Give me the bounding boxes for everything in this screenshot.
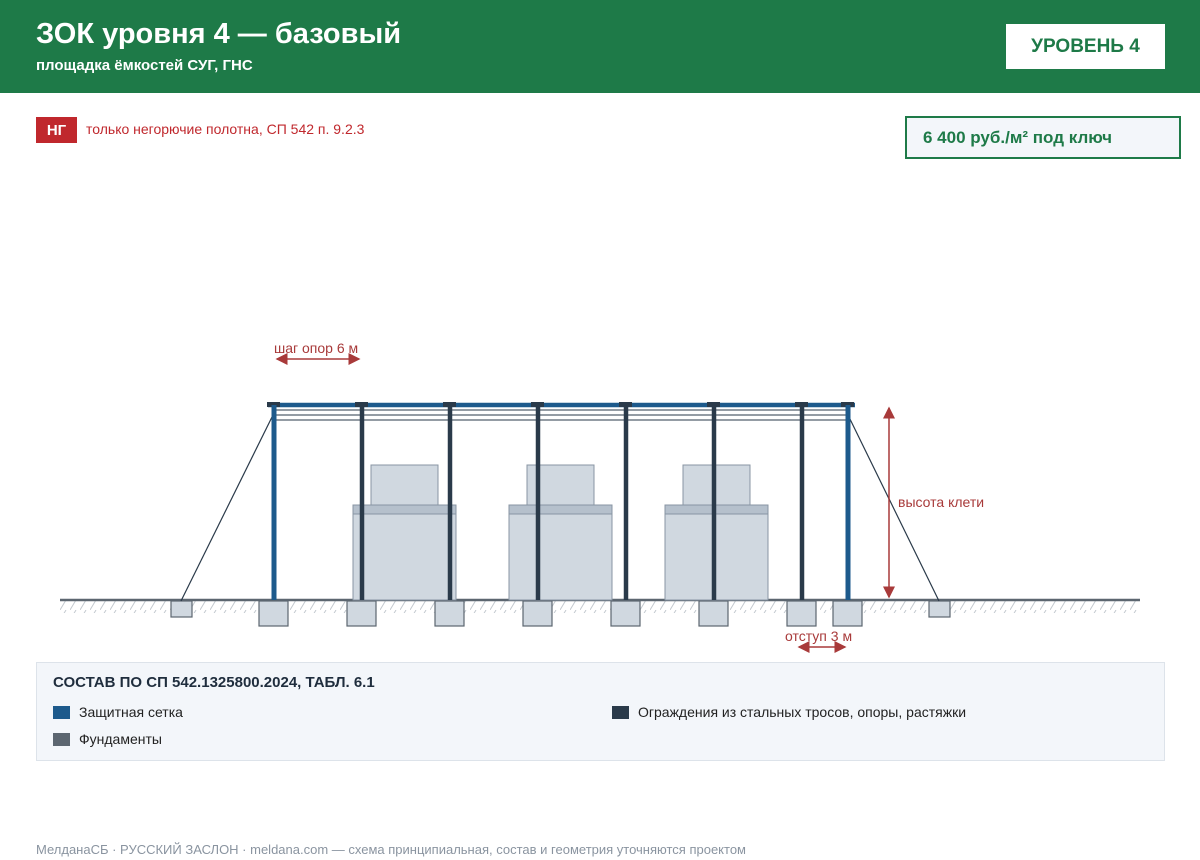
legend-item-steel [612,704,966,720]
pole-spacing-label: шаг опор 6 м [274,340,359,356]
tank-3 [665,465,768,600]
anchor-foundation [171,601,192,617]
legend-label: Фундаменты [79,731,162,747]
foundation-block [259,601,288,626]
price-box: 6 400 руб./м² под ключ [905,116,1181,159]
foundation-block [611,601,640,626]
legend-title: СОСТАВ ПО СП 542.1325800.2024, ТАБЛ. 6.1 [53,674,375,691]
legend-item-mesh [53,704,183,720]
level-badge: УРОВЕНЬ 4 [1006,24,1165,69]
guy-wire-left [181,415,273,601]
foundation-block [435,601,464,626]
legend-swatch-foundations [53,733,70,746]
legend-swatch-steel [612,706,629,719]
legend-swatch-mesh [53,706,70,719]
anchor-foundation [929,601,950,617]
cage-height-label: высота клети [898,494,985,510]
legend-label: Защитная сетка [79,704,183,720]
tank-2 [509,465,612,600]
ground-hatch [60,601,1140,613]
tank-1 [353,465,456,600]
page-title: ЗОК уровня 4 — базовый [36,18,402,50]
non-combustible-badge: НГ [36,117,77,143]
setback-label: отступ 3 м [785,628,853,644]
foundation-block [833,601,862,626]
page-subtitle: площадка ёмкостей СУГ, ГНС [36,57,253,74]
legend-label: Ограждения из стальных тросов, опоры, растяжки [638,704,967,720]
legend-panel [36,662,1165,761]
non-combustible-note: только негорючие полотна, СП 542 п. 9.2.3 [86,121,365,137]
foundation-block [347,601,376,626]
foundation-block [523,601,552,626]
foundation-block [699,601,728,626]
footer-note: МелданаСБ · РУССКИЙ ЗАСЛОН · meldana.com — схема принципиальная, состав и геометрия уточняются проектом [36,842,746,857]
legend-item-foundations [53,731,162,747]
foundation-block [787,601,816,626]
